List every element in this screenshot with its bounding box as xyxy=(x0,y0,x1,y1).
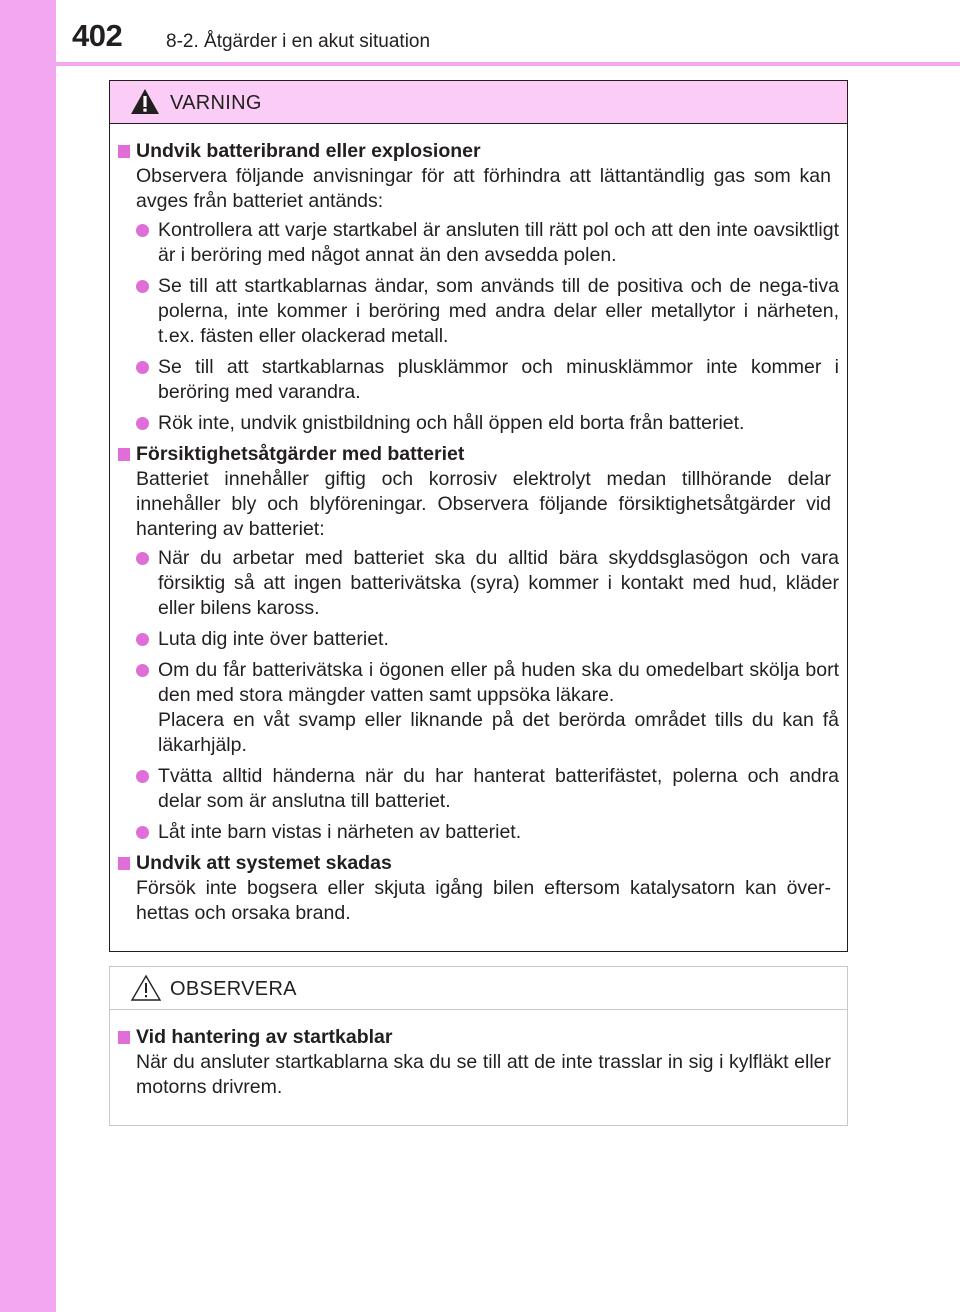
warning-section xyxy=(118,442,839,845)
section-heading: Undvik att systemet skadas xyxy=(118,851,839,876)
square-bullet-icon xyxy=(118,857,130,870)
warning-label: VARNING xyxy=(170,92,262,114)
page-number: 402 xyxy=(72,18,123,53)
round-bullet-icon xyxy=(136,552,149,565)
section-heading: Undvik batteribrand eller explosioner xyxy=(118,139,839,164)
round-bullet-icon xyxy=(136,770,149,783)
section-text: Observera följande anvisningar för att förhindra att lättantändlig gas som kan avges från batteriet antänds: xyxy=(136,165,831,212)
bullet-item: Se till att startkablarnas ändar, som används till de positiva och de nega-tiva polerna, inte kommer i beröring med andra delar eller metallytor i närheten, t.ex. fästen eller olackerad metall. xyxy=(118,274,839,349)
warning-triangle-icon xyxy=(130,88,160,115)
warning-box xyxy=(109,80,848,952)
bullet-item: Rök inte, undvik gnistbildning och håll öppen eld borta från batteriet. xyxy=(118,411,839,436)
bullet-item: Kontrollera att varje startkabel är ansluten till rätt pol och att den inte oavsiktligt är i beröring med något annat än den avsedda polen. xyxy=(118,218,839,268)
round-bullet-icon xyxy=(136,826,149,839)
bullet-item: Se till att startkablarnas plusklämmor och minusklämmor inte kommer i beröring med varandra. xyxy=(118,355,839,405)
section-title: 8-2. Åtgärder i en akut situation xyxy=(166,31,431,52)
caution-triangle-icon xyxy=(130,974,162,1002)
round-bullet-icon xyxy=(136,664,149,677)
bullet-list xyxy=(118,218,839,436)
square-bullet-icon xyxy=(118,145,130,158)
notice-header xyxy=(110,967,847,1010)
round-bullet-icon xyxy=(136,224,149,237)
notice-content xyxy=(118,1025,839,1104)
warning-section xyxy=(118,139,839,436)
warning-section xyxy=(118,851,839,926)
round-bullet-icon xyxy=(136,417,149,430)
notice-section xyxy=(118,1025,839,1100)
bullet-item: Om du får batterivätska i ögonen eller på huden ska du omedelbart skölja bort den med stora mängder vatten samt uppsöka läkare. Placera en våt svamp eller liknande på det berörda området tills du kan få läkarhjälp. xyxy=(118,658,839,758)
square-bullet-icon xyxy=(118,1031,130,1044)
round-bullet-icon xyxy=(136,280,149,293)
round-bullet-icon xyxy=(136,361,149,374)
bullet-item: Luta dig inte över batteriet. xyxy=(118,627,839,652)
section-heading: Försiktighetsåtgärder med batteriet xyxy=(118,442,839,467)
square-bullet-icon xyxy=(118,448,130,461)
section-text: När du ansluter startkablarna ska du se till att de inte trasslar in sig i kylfläkt eller motorns drivrem. xyxy=(136,1051,831,1098)
notice-box xyxy=(109,966,848,1126)
section-text: Försök inte bogsera eller skjuta igång bilen eftersom katalysatorn kan över-hettas och orsaka brand. xyxy=(136,877,831,924)
warning-content xyxy=(118,139,839,930)
bullet-item: När du arbetar med batteriet ska du alltid bära skyddsglasögon och vara försiktig så att ingen batterivätska (syra) kommer i kontakt med hud, kläder eller bilens kaross. xyxy=(118,546,839,621)
section-heading: Vid hantering av startkablar xyxy=(118,1025,839,1050)
round-bullet-icon xyxy=(136,633,149,646)
bullet-item: Låt inte barn vistas i närheten av batteriet. xyxy=(118,820,839,845)
warning-header xyxy=(110,81,847,124)
notice-label: OBSERVERA xyxy=(170,978,297,1000)
bullet-list xyxy=(118,546,839,845)
side-tab-bar xyxy=(0,0,56,1312)
bullet-item: Tvätta alltid händerna när du har hanterat batterifästet, polerna och andra delar som är anslutna till batteriet. xyxy=(118,764,839,814)
header-rule xyxy=(56,62,960,66)
section-text: Batteriet innehåller giftig och korrosiv elektrolyt medan tillhörande delar innehåller bly och blyföreningar. Observera följande försiktighetsåtgärder vid hantering av batteriet: xyxy=(136,468,831,540)
